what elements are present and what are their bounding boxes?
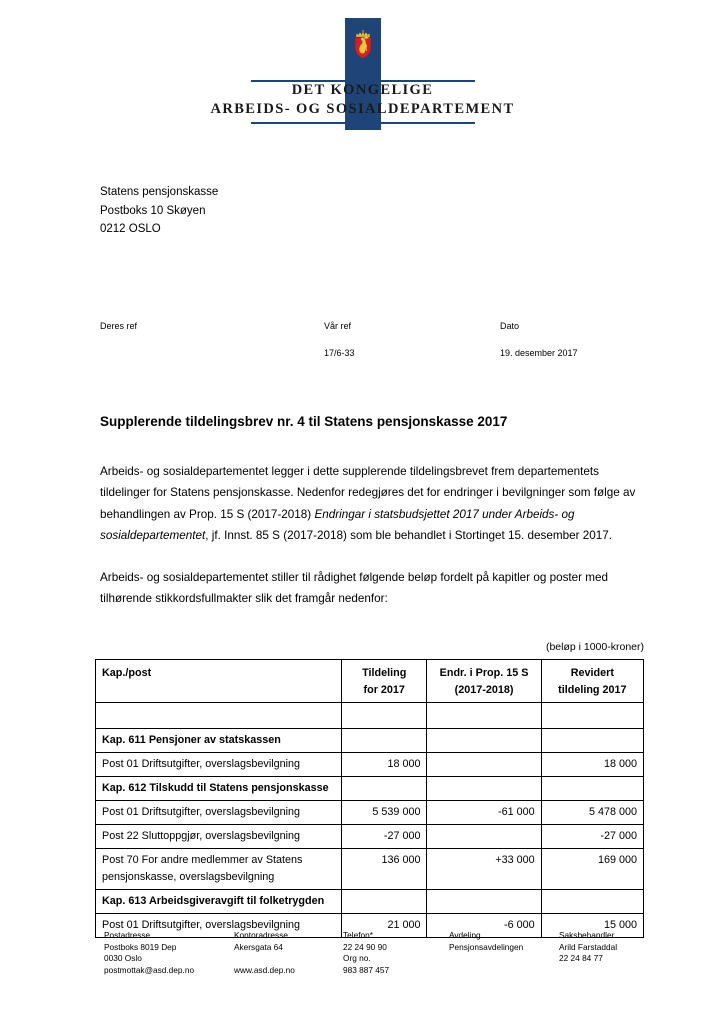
table-header-row <box>96 660 644 703</box>
table-row-endring <box>427 753 541 777</box>
dato-label: Dato <box>500 321 520 331</box>
logo-line-2: ARBEIDS- OG SOSIALDEPARTEMENT <box>210 100 515 117</box>
paragraph-2: Arbeids- og sosialdepartementet stiller til rådighet følgende beløp fordelt på kapitler og poster med tilhørende stikkordsfullmakter slik det framgår nedenfor: <box>100 571 609 606</box>
footer-postadresse-line1: Postboks 8019 Dep <box>104 941 177 952</box>
page-title: Supplerende tildelingsbrev nr. 4 til Statens pensjonskasse 2017 <box>100 414 508 429</box>
footer-telefon-title: Telefon* <box>343 930 373 940</box>
footer-column-kontoradresse <box>234 930 295 976</box>
footer-postadresse-email[interactable]: postmottak@asd.dep.no <box>104 964 195 975</box>
table-row-tildeling: -27 000 <box>341 825 427 849</box>
table-row-post-label: Post 01 Driftsutgifter, overslagsbevilgning <box>96 753 342 777</box>
table-row-revidert: 169 000 <box>541 849 643 890</box>
table-row-tildeling: 5 539 000 <box>341 801 427 825</box>
table-header-kap-post-label: Kap./post <box>102 667 152 679</box>
table-row <box>96 825 644 849</box>
table-row-revidert: 5 478 000 <box>541 801 643 825</box>
footer-kontoradresse-line1: Akersgata 64 <box>234 941 283 952</box>
table-row <box>96 729 644 753</box>
addressee-street: Postboks 10 Skøyen <box>100 204 206 217</box>
footer-kontoradresse-website[interactable]: www.asd.dep.no <box>234 964 295 975</box>
department-logo <box>0 18 725 130</box>
footer-column-saksbehandler <box>559 930 617 965</box>
table-row-tildeling <box>341 729 427 753</box>
footer-telefon-number: 22 24 90 90 <box>343 941 387 952</box>
table-row <box>96 801 644 825</box>
table-row-tildeling: 21 000 <box>341 914 427 938</box>
table-row-post-label: Post 70 For andre medlemmer av Statens pensjonskasse, overslagsbevilgning <box>96 849 342 890</box>
table-row-endring <box>427 890 541 914</box>
table-row-revidert <box>541 729 643 753</box>
footer-avdeling-title: Avdeling <box>449 930 481 940</box>
table-header-revidert <box>541 660 643 703</box>
paragraph-1 <box>100 461 652 546</box>
table-row-revidert <box>541 890 643 914</box>
table-row-revidert: 15 000 <box>541 914 643 938</box>
var-ref-label: Vår ref <box>324 321 352 331</box>
table-row-revidert <box>541 777 643 801</box>
table-row-post-label: Post 01 Driftsutgifter, overslagsbevilgning <box>96 801 342 825</box>
table-row-endring <box>427 825 541 849</box>
table-row-post-label: Post 22 Sluttoppgjør, overslagsbevilgning <box>96 825 342 849</box>
table-header-revidert-line2: tildeling 2017 <box>558 684 627 696</box>
footer-column-telefon <box>343 930 389 976</box>
deres-ref-column <box>100 316 137 343</box>
allocation-table <box>95 659 644 938</box>
table-spacer-cell <box>341 703 427 729</box>
logo-text <box>198 81 528 118</box>
deres-ref-label: Deres ref <box>100 321 138 331</box>
addressee-name: Statens pensjonskasse <box>100 186 219 198</box>
table-row-endring <box>427 729 541 753</box>
footer-saksbehandler-phone: 22 24 84 77 <box>559 953 603 964</box>
footer-column-avdeling <box>449 930 523 953</box>
table-spacer-cell <box>541 703 643 729</box>
table-row-tildeling <box>341 777 427 801</box>
table-units-note: (beløp i 1000-kroner) <box>545 641 644 653</box>
table-row-revidert: -27 000 <box>541 825 643 849</box>
dato-value: 19. desember 2017 <box>500 348 578 358</box>
table-spacer-row <box>96 703 644 729</box>
footer-saksbehandler-title: Saksbehandler <box>559 930 615 940</box>
table-row <box>96 849 644 890</box>
paragraph-1-part-1: Arbeids- og sosialdepartementet legger i dette supplerende tildelingsbrevet frem departementets tildelinger for Statens pensjonskasse. Nedenfor redegjøres det for endringer i bevilgninger som følge av behandlingen av Prop. 15 S (2017-2018) <box>100 465 636 521</box>
footer-avdeling-name: Pensjonsavdelingen <box>449 941 524 952</box>
table-row <box>96 890 644 914</box>
table-row-chapter-label: Kap. 613 Arbeidsgiveravgift til folketrygden <box>96 890 342 914</box>
var-ref-column <box>324 316 355 363</box>
table-body <box>96 703 644 938</box>
table-header-tildeling <box>341 660 427 703</box>
table-row-endring: +33 000 <box>427 849 541 890</box>
addressee-block <box>100 183 218 239</box>
footer-orgno-number: 983 887 457 <box>343 964 390 975</box>
table-row-endring: -6 000 <box>427 914 541 938</box>
table-header-tildeling-line2: for 2017 <box>363 684 405 696</box>
table-header-tildeling-line1: Tildeling <box>362 667 407 679</box>
norwegian-coat-of-arms-icon <box>352 30 374 60</box>
table-row-tildeling: 136 000 <box>341 849 427 890</box>
table-row <box>96 777 644 801</box>
table-row-chapter-label: Kap. 611 Pensjoner av statskassen <box>96 729 342 753</box>
table-header-revidert-line1: Revidert <box>570 667 614 679</box>
paragraph-1-part-2: , jf. Innst. 85 S (2017-2018) som ble behandlet i Stortinget 15. desember 2017. <box>205 528 612 542</box>
footer-kontoradresse-title: Kontoradresse <box>234 930 288 940</box>
dato-column <box>500 316 578 363</box>
table-row-tildeling: 18 000 <box>341 753 427 777</box>
table-row-chapter-label: Kap. 612 Tilskudd til Statens pensjonskasse <box>96 777 342 801</box>
table-row-revidert: 18 000 <box>541 753 643 777</box>
footer-saksbehandler-name: Arild Farstaddal <box>559 941 618 952</box>
footer-orgno-title: Org no. <box>343 953 371 964</box>
addressee-city: 0212 OSLO <box>100 223 161 235</box>
footer-column-postadresse <box>104 930 194 976</box>
table-row-post-label: Post 01 Driftsutgifter, overslagsbevilgning <box>96 914 342 938</box>
table-row-endring: -61 000 <box>427 801 541 825</box>
var-ref-value: 17/6-33 <box>324 348 355 358</box>
table-row <box>96 753 644 777</box>
logo-line-1: DET KONGELIGE <box>291 82 434 98</box>
table-row-tildeling <box>341 890 427 914</box>
footer-postadresse-line2: 0030 Oslo <box>104 953 142 964</box>
footer-postadresse-title: Postadresse <box>104 930 151 940</box>
logo-rule-bottom <box>251 122 475 124</box>
table-spacer-cell <box>427 703 541 729</box>
table-spacer-cell <box>96 703 342 729</box>
table-header-endring-line1: Endr. i Prop. 15 S <box>439 667 529 679</box>
table-header-kap-post <box>96 660 342 703</box>
table-header-endring-line2: (2017-2018) <box>454 684 514 696</box>
table-header-endring <box>427 660 541 703</box>
paragraph-1-italic-citation: Endringar i statsbudsjettet 2017 under Arbeids- og sosialdepartementet <box>100 507 575 542</box>
table-row-endring <box>427 777 541 801</box>
